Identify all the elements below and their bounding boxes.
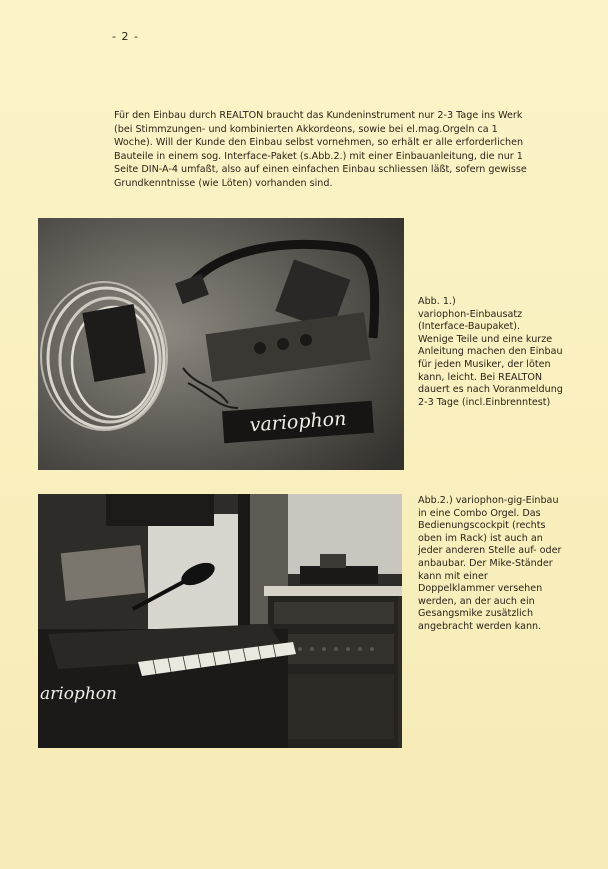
caption-line: 2-3 Tage (incl.Einbrenntest)	[418, 396, 551, 408]
photo-interface-kit-graphic	[38, 218, 404, 470]
caption-line: kann mit einer	[418, 570, 488, 582]
caption-line: Abb.2.) variophon-gig-Einbau	[418, 495, 559, 506]
caption-line: Anleitung machen den Einbau	[418, 346, 563, 358]
caption-line: Wenige Teile und eine kurze	[418, 333, 553, 345]
caption-line: dauert es nach Voranmeldung	[418, 384, 563, 396]
intro-line: Für den Einbau durch REALTON braucht das Kundeninstrument nur 2-3 Tage ins Werk	[114, 110, 523, 121]
intro-line: Bauteile in einem sog. Interface-Paket (s.Abb.2.) mit einer Einbauanleitung, die nur 1	[114, 150, 523, 162]
caption-line: jeder anderen Stelle auf- oder	[418, 545, 562, 557]
photo-organ-label: ariophon	[40, 684, 117, 704]
intro-paragraph	[114, 109, 584, 191]
caption-line: Gesangsmike zusätzlich	[418, 608, 534, 620]
intro-line: Woche). Will der Kunde den Einbau selbst vornehmen, so erhält er alle erforderlichen	[114, 137, 524, 149]
intro-line: (bei Stimmzungen- und kombinierten Akkordeons, sowie bei el.mag.Orgeln ca 1	[114, 123, 498, 135]
caption-line: anbaubar. Der Mike-Ständer	[418, 557, 553, 569]
photo-interface-kit	[38, 218, 404, 470]
caption-line: (Interface-Baupaket).	[418, 321, 520, 333]
photo-combo-organ	[38, 494, 402, 748]
page-number: - 2 -	[112, 30, 139, 43]
caption-line: kann, leicht. Bei REALTON	[418, 371, 543, 383]
photo-variophon-label: variophon	[248, 407, 348, 437]
figure2-caption	[418, 495, 598, 634]
intro-line: Grundkenntnisse (wie Löten) vorhanden sind.	[114, 177, 333, 189]
intro-line: Seite DIN-A-4 umfaßt, also auf einen einfachen Einbau schliessen läßt, sofern gewisse	[114, 164, 527, 176]
caption-line: oben im Rack) ist auch an	[418, 532, 543, 544]
caption-line: angebracht werden kann.	[418, 620, 542, 632]
caption-line: werden, an der auch ein	[418, 595, 535, 607]
caption-line: Doppelklammer versehen	[418, 583, 543, 595]
caption-line: Abb. 1.)	[418, 296, 456, 307]
caption-line: für jeden Musiker, der löten	[418, 358, 551, 370]
photo-combo-organ-graphic	[38, 494, 402, 748]
caption-line: Bedienungscockpit (rechts	[418, 520, 546, 532]
caption-line: in eine Combo Orgel. Das	[418, 507, 541, 519]
figure1-caption	[418, 296, 598, 409]
caption-line: variophon-Einbausatz	[418, 308, 523, 320]
